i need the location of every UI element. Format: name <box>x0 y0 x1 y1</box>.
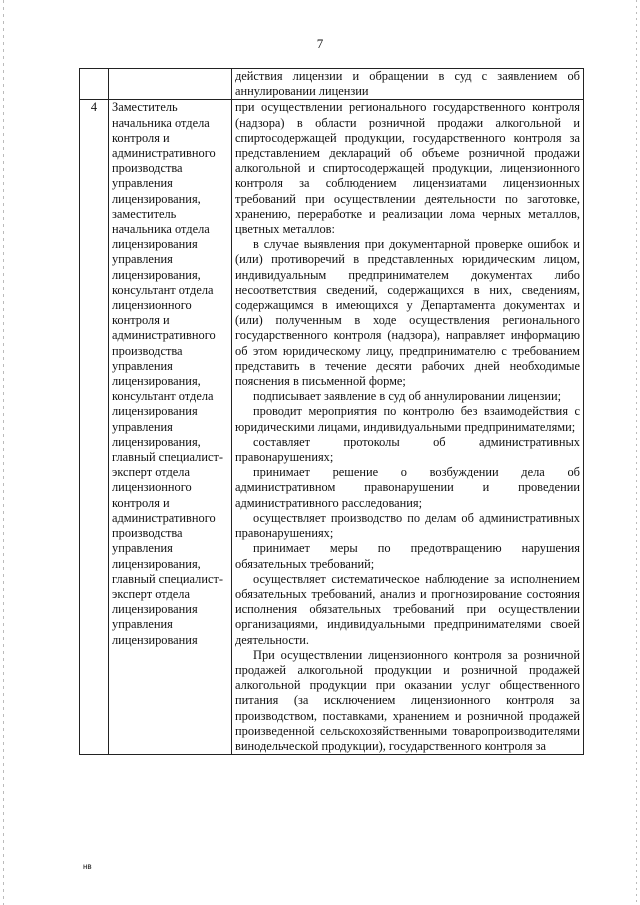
duties-paragraph: принимает меры по предотвращению нарушения обязательных требований; <box>235 541 580 571</box>
row-number: 4 <box>80 100 109 755</box>
scan-edge-right <box>636 0 637 905</box>
duties-paragraph: принимает решение о возбуждении дела об административном правонарушении и проведении административного расследования; <box>235 465 580 510</box>
duties-paragraph: проводит мероприятия по контролю без взаимодействия с юридическими лицами, индивидуальными предпринимателями; <box>235 404 580 434</box>
duties-paragraph: при осуществлении регионального государственного контроля (надзора) в области розничной продажи алкогольной и спиртосодержащей продукции, государственного контроля за представлением деклараций об объеме розничной продажи алкогольной и спиртосодержащей продукции, лицензионного контроля за соблюдением лицензиатами лицензионных требований при осуществлении деятельности по заготовке, хранению, переработке и реализации лома черных металлов, цветных металлов: <box>235 100 580 237</box>
scan-edge-left <box>3 0 4 905</box>
position-title: Заместитель начальника отдела контроля и административного производства управления лицензирования, заместитель начальника отдела лицензирования управления лицензирования, консультант отдела лицензионного контроля и административного производства управления лицензирования, консультант отдела лицензирования управления лицензирования, главный специалист-эксперт отдела лицензионного контроля и административного производства управления лицензирования, главный специалист-эксперт отдела лицензирования управления лицензирования <box>109 100 232 755</box>
duties-paragraph: При осуществлении лицензионного контроля за розничной продажей алкогольной продукции и розничной продажей алкогольной продукции при оказании услуг общественного питания (за исключением лицензионного контроля за производством, поставками, хранением и розничной продажей произведенной сельскохозяйственными товаропроизводителями винодельческой продукции), государственного контроля за <box>235 647 580 753</box>
footer-mark: нв <box>83 862 92 871</box>
duties-table <box>79 68 584 755</box>
duties-paragraph: в случае выявления при документарной проверке ошибок и (или) противоречий в представленных юридическим лицом, индивидуальным предпринимателем документах либо несоответствия сведений, содержащихся в них, сведениям, содержащимся в имеющихся у Департамента документах и (или) полученным в ходе осуществления регионального государственного контроля (надзора), направляет информацию об этом юридическому лицу, предпринимателю с требованием представить в течение десяти рабочих дней необходимые пояснения в письменной форме; <box>235 237 580 389</box>
duties-paragraph: составляет протоколы об административных правонарушениях; <box>235 434 580 465</box>
table-row-4 <box>80 100 584 755</box>
duties-paragraph: осуществляет производство по делам об административных правонарушениях; <box>235 510 580 541</box>
cell-position-empty <box>109 69 232 100</box>
duties-paragraph: осуществляет систематическое наблюдение за исполнением обязательных требований, анализ и прогнозирование состояния исполнения обязательных требований при осуществлении организациями, индивидуальными предпринимателями своей деятельности. <box>235 571 580 647</box>
table-row-continued <box>80 69 584 100</box>
duties-text <box>232 100 584 755</box>
page-number: 7 <box>316 36 324 51</box>
cell-continued-text: действия лицензии и обращении в суд с заявлением об аннулировании лицензии <box>232 69 584 100</box>
cell-number-empty <box>80 69 109 100</box>
duties-paragraph: подписывает заявление в суд об аннулировании лицензии; <box>253 389 562 404</box>
